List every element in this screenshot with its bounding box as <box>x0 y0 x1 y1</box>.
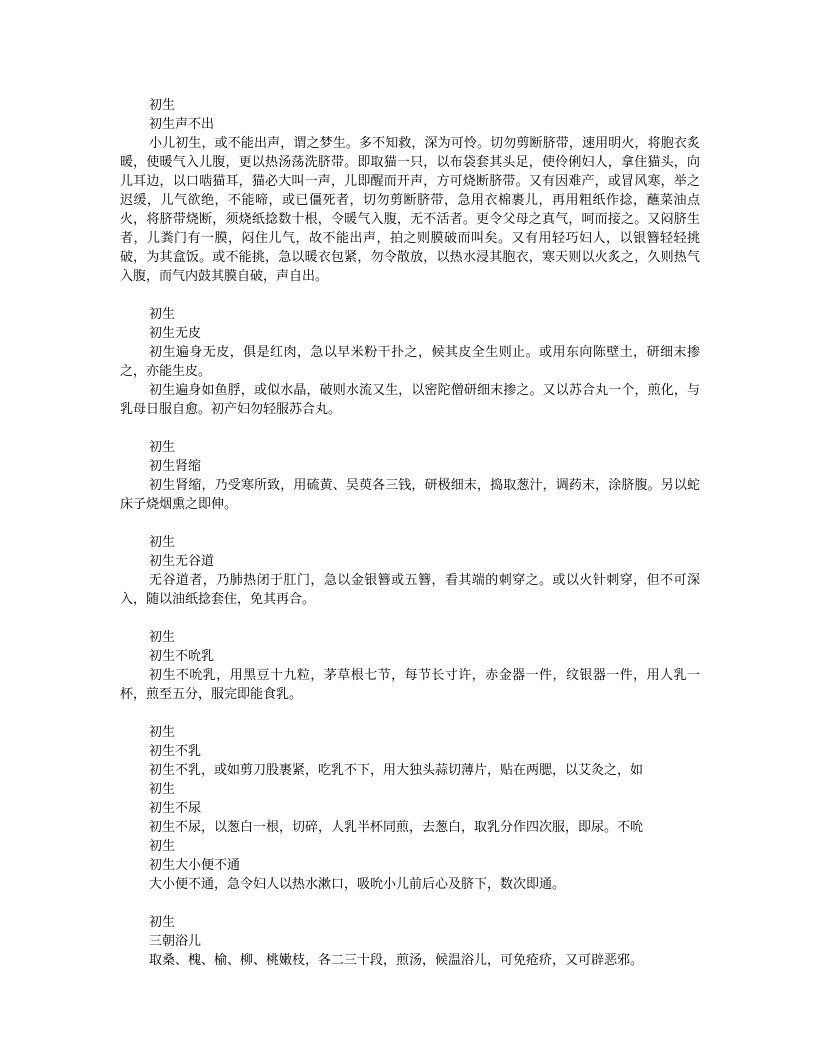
section-title: 初生不吮乳 <box>149 649 215 664</box>
section-paragraph: 初生遍身无皮，俱是红肉，急以早米粉干扑之，候其皮全生则止。或用东向陈壁土，研细末掺之，亦能生皮。 <box>120 345 700 379</box>
section-paragraph: 取桑、槐、榆、柳、桃嫩枝，各二三十段，煎汤，候温浴儿，可免疮疥，又可辟恶邪。 <box>149 953 644 968</box>
section-title: 初生无皮 <box>149 326 202 341</box>
document-page <box>120 96 700 989</box>
section-category: 初生 <box>149 630 176 645</box>
section-category: 初生 <box>149 98 176 113</box>
section-category: 初生 <box>149 839 176 854</box>
section-no-milk <box>120 723 700 780</box>
section-no-suckle <box>120 628 700 704</box>
section-paragraph: 初生不尿，以葱白一根，切碎，人乳半杯同煎，去葱白，取乳分作四次服，即尿。不吮 <box>149 820 644 835</box>
section-title: 初生声不出 <box>149 117 215 132</box>
section-title: 初生大小便不通 <box>149 858 241 873</box>
section-title: 三朝浴儿 <box>149 934 202 949</box>
section-title: 初生肾缩 <box>149 459 202 474</box>
section-bowels <box>120 837 700 894</box>
section-title: 初生不乳 <box>149 744 202 759</box>
section-title: 初生无谷道 <box>149 554 215 569</box>
section-no-anus <box>120 533 700 609</box>
section-category: 初生 <box>149 440 176 455</box>
section-paragraph: 初生肾缩，乃受寒所致，用硫黄、吴萸各三钱，研极细末，捣取葱汁，调药末，涂脐腹。另以蛇床子烧烟熏之即伸。 <box>120 478 700 512</box>
section-voice <box>120 96 700 286</box>
section-paragraph: 初生遍身如鱼脬，或似水晶，破则水流又生，以密陀僧研细末掺之。又以苏合丸一个，煎化，与乳母日服自愈。初产妇勿轻服苏合丸。 <box>120 383 700 417</box>
section-title: 初生不尿 <box>149 801 202 816</box>
section-paragraph: 无谷道者，乃肺热闭于肛门，急以金银簪或五簪，看其端的刺穿之。或以火针刺穿，但不可深入，随以油纸捻套住，免其再合。 <box>120 573 700 607</box>
section-category: 初生 <box>149 725 176 740</box>
section-paragraph: 小儿初生，或不能出声，谓之梦生。多不知救，深为可怜。切勿剪断脐带，速用明火，将胞衣炙暖，使暖气入儿腹，更以热汤荡洗脐带。即取猫一只，以布袋套其头足，使伶俐妇人，拿住猫头，向儿耳边，以口啮猫耳，猫必大叫一声，儿即醒而开声，方可烧断脐带。又有因难产，或冒风寒，举之迟缓，儿气欲绝，不能啼，或已僵死者，切勿剪断脐带，急用衣棉裹儿，再用粗纸作捻，蘸菜油点火，将脐带烧断，须烧纸捻数十根，令暖气入腹，无不活者。更令父母之真气，呵而接之。又闷脐生者，儿粪门有一膜，闷住儿气，故不能出声，拍之则膜破而叫矣。又有用轻巧妇人，以银簪轻轻挑破，为其盒饭。或不能挑，急以暖衣包紧，勿令散放，以热水浸其胞衣，寒天则以火炙之，久则热气入腹，而气内鼓其膜自破，声自出。 <box>120 136 700 284</box>
section-category: 初生 <box>149 535 176 550</box>
section-paragraph: 初生不吮乳，用黑豆十九粒，茅草根七节，每节长寸许，赤金器一件，纹银器一件，用人乳一杯，煎至五分，服完即能食乳。 <box>120 668 700 702</box>
section-no-skin <box>120 305 700 419</box>
section-bath <box>120 913 700 970</box>
section-kidney <box>120 438 700 514</box>
section-no-urine <box>120 780 700 837</box>
section-category: 初生 <box>149 782 176 797</box>
section-paragraph: 初生不乳，或如剪刀股裹紧，吃乳不下，用大独头蒜切薄片，贴在两腮，以艾灸之，如 <box>149 763 644 778</box>
section-category: 初生 <box>149 307 176 322</box>
section-paragraph: 大小便不通，急令妇人以热水漱口，吸吮小儿前后心及脐下，数次即通。 <box>149 877 566 892</box>
section-category: 初生 <box>149 915 176 930</box>
